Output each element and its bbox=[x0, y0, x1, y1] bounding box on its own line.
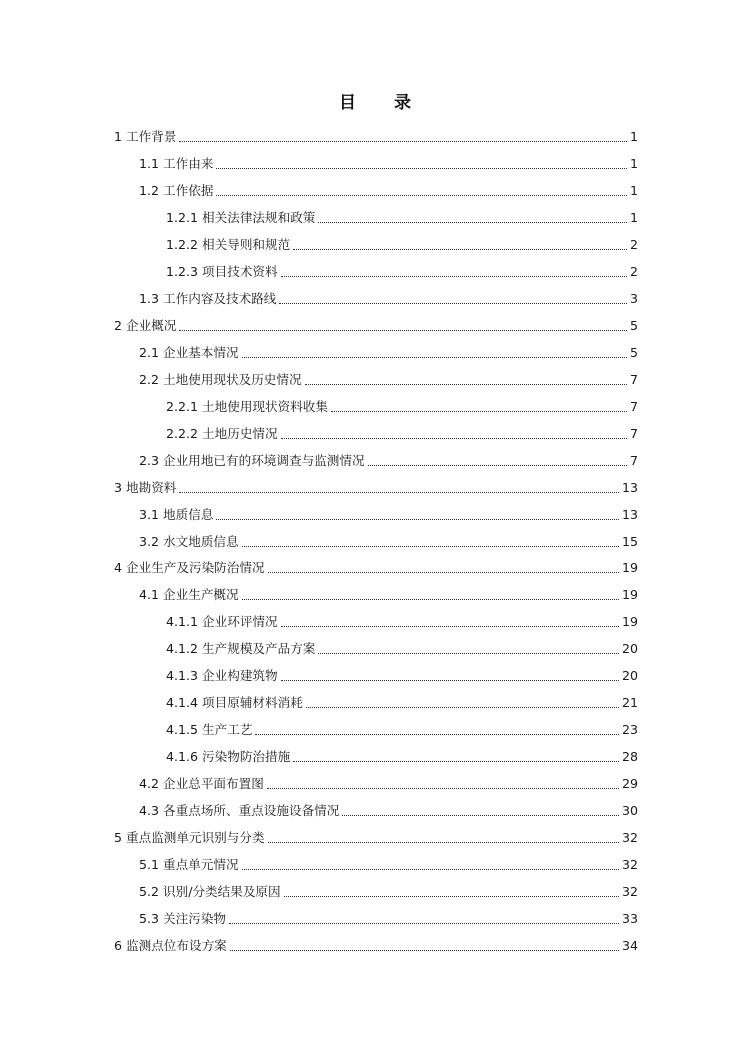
toc-leader-dots bbox=[216, 518, 619, 520]
toc-entry-page-number: 13 bbox=[621, 506, 638, 522]
toc-entry-text: 5.2 识别/分类结果及原因 bbox=[139, 884, 281, 900]
toc-entry-text: 4.1.4 项目原辅材料消耗 bbox=[166, 695, 303, 711]
toc-entry-text: 3.1 地质信息 bbox=[139, 506, 214, 522]
toc-entry-text: 4.2 企业总平面布置图 bbox=[139, 776, 264, 792]
toc-entry-page-number: 21 bbox=[621, 695, 638, 711]
toc-title: 目 录 bbox=[339, 93, 427, 113]
toc-entry-text: 5.3 关注污染物 bbox=[139, 911, 227, 927]
toc-entry-text: 4.1.6 污染物防治措施 bbox=[166, 749, 291, 765]
toc-entry-page-number: 5 bbox=[629, 317, 638, 333]
toc-entry-text: 1.2.2 相关导则和规范 bbox=[166, 236, 291, 252]
toc-entry-page-number: 33 bbox=[621, 911, 638, 927]
toc-leader-dots bbox=[255, 733, 619, 735]
toc-entry[interactable] bbox=[114, 661, 638, 688]
toc-entry-page-number: 30 bbox=[621, 803, 638, 819]
toc-entry[interactable] bbox=[114, 742, 638, 769]
toc-entry[interactable] bbox=[114, 338, 638, 365]
toc-entry-text: 5 重点监测单元识别与分类 bbox=[114, 830, 265, 846]
toc-entry[interactable] bbox=[114, 230, 638, 257]
toc-leader-dots bbox=[242, 545, 619, 547]
toc-entry-text: 2.2.1 土地使用现状资料收集 bbox=[166, 398, 328, 414]
toc-entry-text: 5.1 重点单元情况 bbox=[139, 857, 239, 873]
toc-entry[interactable] bbox=[114, 823, 638, 850]
toc-entry-text: 1.3 工作内容及技术路线 bbox=[139, 290, 277, 306]
toc-entry-page-number: 23 bbox=[621, 722, 638, 738]
toc-entry-text: 2.1 企业基本情况 bbox=[139, 344, 239, 360]
toc-entry-page-number: 15 bbox=[621, 533, 638, 549]
toc-leader-dots bbox=[331, 410, 627, 412]
toc-leader-dots bbox=[293, 760, 619, 762]
toc-entry-page-number: 1 bbox=[629, 182, 638, 198]
toc-entry-page-number: 7 bbox=[629, 398, 638, 414]
toc-leader-dots bbox=[268, 571, 619, 573]
toc-leader-dots bbox=[318, 652, 619, 654]
toc-entry-page-number: 19 bbox=[621, 560, 638, 576]
toc-entry[interactable] bbox=[114, 850, 638, 877]
toc-entry[interactable] bbox=[114, 311, 638, 338]
toc-entry[interactable] bbox=[114, 634, 638, 661]
toc-leader-dots bbox=[305, 383, 627, 385]
toc-entry-page-number: 19 bbox=[621, 614, 638, 630]
toc-leader-dots bbox=[242, 868, 619, 870]
toc-entry[interactable] bbox=[114, 203, 638, 230]
toc-entry-text: 1 工作背景 bbox=[114, 128, 177, 144]
toc-leader-dots bbox=[318, 221, 627, 223]
toc-entry[interactable] bbox=[114, 500, 638, 527]
toc-entry[interactable] bbox=[114, 392, 638, 419]
toc-leader-dots bbox=[268, 841, 619, 843]
toc-entry-text: 4.1.1 企业环评情况 bbox=[166, 614, 278, 630]
toc-entry[interactable] bbox=[114, 257, 638, 284]
toc-leader-dots bbox=[281, 275, 627, 277]
toc-entry[interactable] bbox=[114, 554, 638, 581]
toc-entry[interactable] bbox=[114, 446, 638, 473]
toc-entry-page-number: 28 bbox=[621, 749, 638, 765]
toc-entry-text: 1.1 工作由来 bbox=[139, 155, 214, 171]
toc-entry[interactable] bbox=[114, 419, 638, 446]
toc-entry-text: 2.2.2 土地历史情况 bbox=[166, 425, 278, 441]
toc-entry[interactable] bbox=[114, 931, 638, 958]
toc-entry-text: 1.2.1 相关法律法规和政策 bbox=[166, 209, 316, 225]
toc-entry[interactable] bbox=[114, 607, 638, 634]
toc-entry-page-number: 5 bbox=[629, 344, 638, 360]
toc-entry[interactable] bbox=[114, 122, 638, 149]
toc-entry[interactable] bbox=[114, 149, 638, 176]
toc-leader-dots bbox=[368, 464, 627, 466]
toc-entry[interactable] bbox=[114, 904, 638, 931]
toc-entry-page-number: 7 bbox=[629, 425, 638, 441]
toc-entry-text: 4 企业生产及污染防治情况 bbox=[114, 560, 265, 576]
toc-leader-dots bbox=[293, 248, 627, 250]
toc-leader-dots bbox=[342, 814, 619, 816]
toc-entry-page-number: 7 bbox=[629, 452, 638, 468]
toc-entry-page-number: 34 bbox=[621, 938, 638, 954]
toc-entry-page-number: 13 bbox=[621, 479, 638, 495]
toc-entry-page-number: 29 bbox=[621, 776, 638, 792]
toc-entry[interactable] bbox=[114, 796, 638, 823]
toc-entry-page-number: 1 bbox=[629, 128, 638, 144]
toc-list bbox=[114, 122, 638, 958]
toc-entry[interactable] bbox=[114, 473, 638, 500]
toc-leader-dots bbox=[230, 949, 619, 951]
toc-leader-dots bbox=[242, 356, 627, 358]
toc-entry-page-number: 1 bbox=[629, 155, 638, 171]
toc-entry-page-number: 20 bbox=[621, 641, 638, 657]
toc-entry-page-number: 20 bbox=[621, 668, 638, 684]
toc-entry[interactable] bbox=[114, 715, 638, 742]
toc-entry-page-number: 32 bbox=[621, 857, 638, 873]
toc-leader-dots bbox=[281, 437, 627, 439]
toc-leader-dots bbox=[281, 625, 619, 627]
toc-entry-page-number: 32 bbox=[621, 884, 638, 900]
toc-entry-text: 2.3 企业用地已有的环境调查与监测情况 bbox=[139, 452, 365, 468]
toc-entry[interactable] bbox=[114, 176, 638, 203]
toc-leader-dots bbox=[267, 787, 619, 789]
toc-entry-text: 1.2 工作依据 bbox=[139, 182, 214, 198]
toc-entry-text: 4.1.3 企业构建筑物 bbox=[166, 668, 278, 684]
toc-leader-dots bbox=[281, 679, 619, 681]
toc-leader-dots bbox=[229, 922, 619, 924]
toc-leader-dots bbox=[306, 706, 619, 708]
toc-leader-dots bbox=[216, 194, 627, 196]
toc-entry-text: 4.1 企业生产概况 bbox=[139, 587, 239, 603]
toc-entry[interactable] bbox=[114, 365, 638, 392]
toc-entry-page-number: 2 bbox=[629, 263, 638, 279]
toc-entry-text: 3.2 水文地质信息 bbox=[139, 533, 239, 549]
toc-entry-page-number: 2 bbox=[629, 236, 638, 252]
toc-entry-text: 1.2.3 项目技术资料 bbox=[166, 263, 278, 279]
toc-entry[interactable] bbox=[114, 284, 638, 311]
toc-leader-dots bbox=[179, 329, 627, 331]
toc-leader-dots bbox=[284, 895, 619, 897]
toc-entry-text: 2 企业概况 bbox=[114, 317, 177, 333]
toc-entry-text: 2.2 土地使用现状及历史情况 bbox=[139, 371, 302, 387]
toc-entry-page-number: 32 bbox=[621, 830, 638, 846]
toc-entry-text: 3 地勘资料 bbox=[114, 479, 177, 495]
toc-entry-text: 4.1.2 生产规模及产品方案 bbox=[166, 641, 316, 657]
toc-entry-text: 6 监测点位布设方案 bbox=[114, 938, 227, 954]
toc-entry[interactable] bbox=[114, 769, 638, 796]
toc-entry-page-number: 1 bbox=[629, 209, 638, 225]
toc-entry[interactable] bbox=[114, 688, 638, 715]
toc-entry-page-number: 19 bbox=[621, 587, 638, 603]
toc-entry[interactable] bbox=[114, 527, 638, 554]
toc-leader-dots bbox=[216, 167, 627, 169]
toc-leader-dots bbox=[242, 598, 619, 600]
toc-entry-text: 4.1.5 生产工艺 bbox=[166, 722, 253, 738]
toc-entry-text: 4.3 各重点场所、重点设施设备情况 bbox=[139, 803, 340, 819]
toc-entry[interactable] bbox=[114, 877, 638, 904]
toc-leader-dots bbox=[179, 491, 619, 493]
toc-entry[interactable] bbox=[114, 580, 638, 607]
toc-entry-page-number: 7 bbox=[629, 371, 638, 387]
toc-leader-dots bbox=[179, 140, 627, 142]
toc-entry-page-number: 3 bbox=[629, 290, 638, 306]
toc-leader-dots bbox=[279, 302, 627, 304]
